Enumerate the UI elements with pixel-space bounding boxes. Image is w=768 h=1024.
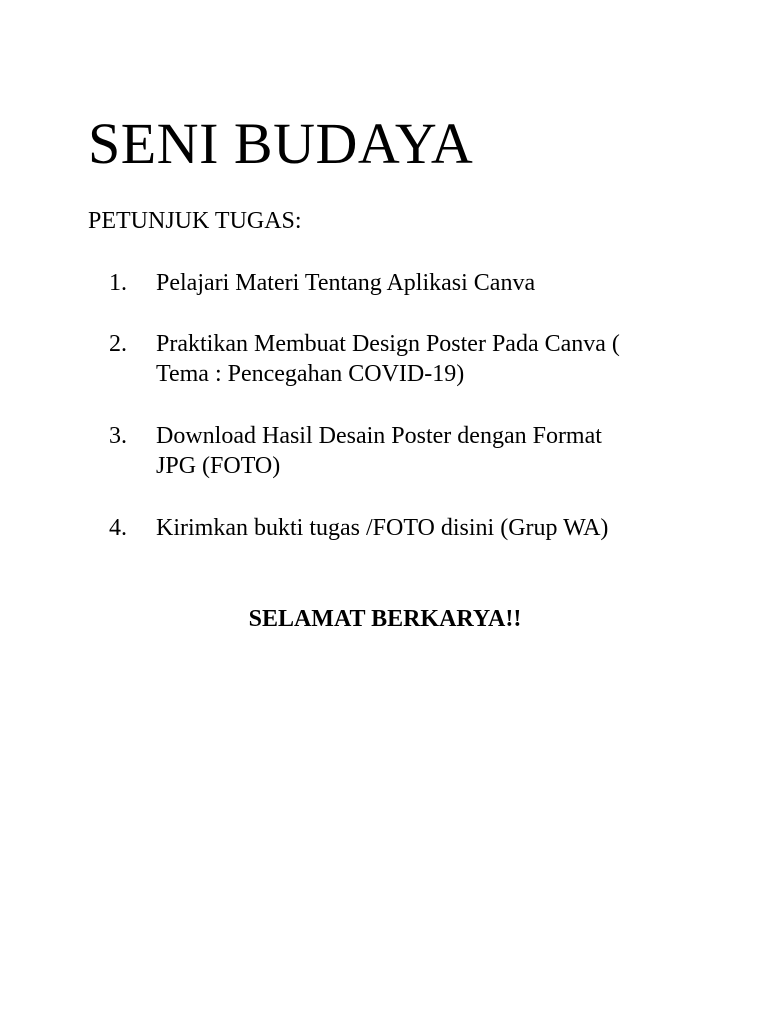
task-number: 1. <box>109 270 127 296</box>
instructions-heading: PETUNJUK TUGAS: <box>88 208 302 234</box>
task-number: 3. <box>109 423 127 449</box>
document-title: SENI BUDAYA <box>88 111 474 176</box>
closing-message: SELAMAT BERKARYA!! <box>248 606 522 632</box>
task-text: Praktikan Membuat Design Poster Pada Canva ( Tema : Pencegahan COVID-19) <box>156 331 620 387</box>
task-text: Pelajari Materi Tentang Aplikasi Canva <box>156 270 536 296</box>
task-text: Download Hasil Desain Poster dengan Format JPG (FOTO) <box>156 423 602 479</box>
task-number: 4. <box>109 515 127 541</box>
task-text: Kirimkan bukti tugas /FOTO disini (Grup WA) <box>156 515 609 541</box>
task-number: 2. <box>109 331 127 357</box>
